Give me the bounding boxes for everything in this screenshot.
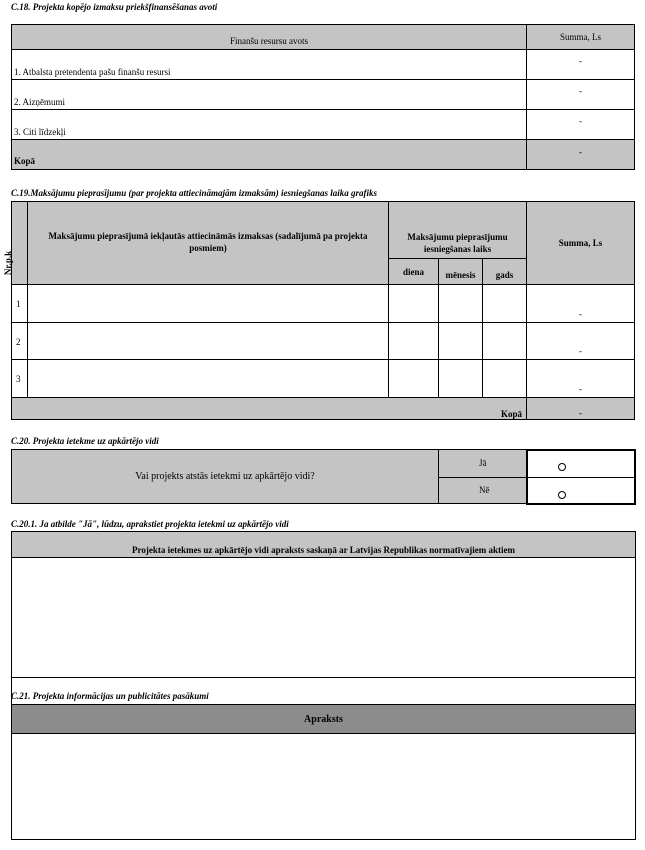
c19-row-nr-cell xyxy=(11,284,28,323)
c21-title: C.21. Projekta informācijas un publicitātes pasākumi xyxy=(11,691,209,701)
c19-header-year: gads xyxy=(482,258,527,285)
c20-answer-divider xyxy=(526,477,636,478)
c18-title: C.18. Projekta kopējo izmaksu priekšfinansēšanas avoti xyxy=(11,2,218,12)
c19-header-day: diena xyxy=(388,258,439,285)
c20-no-label-cell xyxy=(438,477,527,504)
c19-header-nr-label: Nr.p.k xyxy=(3,250,14,276)
c19-total-value: - xyxy=(579,408,582,418)
c201-right-border xyxy=(635,677,636,705)
c19-row-month-cell[interactable] xyxy=(438,322,483,360)
c201-title: C.20.1. Ja atbilde "Jā", lūdzu, aprakstiet projekta ietekmi uz apkārtējo vidi xyxy=(11,519,289,529)
c18-row-label: 2. Aizņēmumi xyxy=(14,97,65,107)
c19-header-costs: Maksājumu pieprasījumā iekļautās attiecināmās izmaksas (sadalījumā pa projekta posmiem) xyxy=(27,201,389,285)
c20-title: C.20. Projekta ietekme uz apkārtējo vidi xyxy=(11,436,159,446)
c19-row-sum-cell[interactable] xyxy=(526,284,635,323)
c19-row-year-cell[interactable] xyxy=(482,359,527,398)
c19-row-sum: - xyxy=(579,309,582,319)
c18-row-label-cell xyxy=(11,79,527,110)
c20-yes-radio[interactable] xyxy=(558,463,566,471)
c18-header-source: Finanšu resursu avots xyxy=(11,24,527,50)
c18-row-value: - xyxy=(579,116,582,126)
c18-row-value-cell[interactable] xyxy=(526,109,635,140)
c19-header-month: mēnesis xyxy=(438,258,483,285)
c20-question: Vai projekts atstās ietekmi uz apkārtējo vidi? xyxy=(11,449,439,504)
c19-row-year-cell[interactable] xyxy=(482,322,527,360)
c19-row-day-cell[interactable] xyxy=(388,284,439,323)
c18-total-label: Kopā xyxy=(14,156,36,166)
c18-row-label: 3. Citi līdzekļi xyxy=(14,127,66,137)
c19-header-nr xyxy=(3,201,28,285)
c201-description-area[interactable] xyxy=(11,557,636,678)
c21-description-area[interactable] xyxy=(11,733,636,840)
c18-total-label-cell xyxy=(11,139,527,170)
c19-row-year-cell[interactable] xyxy=(482,284,527,323)
c18-row-value: - xyxy=(579,56,582,66)
c19-row-costs-cell[interactable] xyxy=(27,322,389,360)
c19-header-sum: Summa, Ls xyxy=(526,201,635,285)
c20-no-radio[interactable] xyxy=(558,491,566,499)
c20-yes-label-cell xyxy=(438,449,527,478)
c19-row-day-cell[interactable] xyxy=(388,322,439,360)
c201-header: Projekta ietekmes uz apkārtējo vidi apraksts saskaņā ar Latvijas Republikas normatīvajiem aktiem xyxy=(11,531,636,558)
c19-row-day-cell[interactable] xyxy=(388,359,439,398)
c19-row-month-cell[interactable] xyxy=(438,284,483,323)
c18-total-value-cell xyxy=(526,139,635,170)
c18-header-sum: Summa, Ls xyxy=(526,24,635,50)
c18-row-label-cell xyxy=(11,49,527,80)
c19-row-nr-cell xyxy=(11,322,28,360)
c21-header: Apraksts xyxy=(11,704,636,734)
c19-row-sum: - xyxy=(579,346,582,356)
c19-total-value-cell xyxy=(526,397,635,420)
c18-row-label: 1. Atbalsta pretendenta pašu finanšu resursi xyxy=(14,67,171,77)
c19-row-costs-cell[interactable] xyxy=(27,284,389,323)
c19-row-nr: 2 xyxy=(16,337,21,347)
c19-row-sum-cell[interactable] xyxy=(526,322,635,360)
c19-row-sum-cell[interactable] xyxy=(526,359,635,398)
c18-row-label-cell xyxy=(11,109,527,140)
c19-row-sum: - xyxy=(579,384,582,394)
c18-total-value: - xyxy=(579,147,582,157)
c19-row-nr: 3 xyxy=(16,374,21,384)
c19-total-label-cell xyxy=(11,397,527,420)
c20-no-label: Nē xyxy=(479,485,490,495)
c18-row-value-cell[interactable] xyxy=(526,49,635,80)
c19-row-nr-cell xyxy=(11,359,28,398)
c20-yes-label: Jā xyxy=(479,458,487,468)
c19-row-month-cell[interactable] xyxy=(438,359,483,398)
c19-row-costs-cell[interactable] xyxy=(27,359,389,398)
c18-row-value-cell[interactable] xyxy=(526,79,635,110)
c18-row-value: - xyxy=(579,86,582,96)
c19-total-label: Kopā xyxy=(500,409,522,419)
c19-header-time: Maksājumu pieprasījumu iesniegšanas laiks xyxy=(388,201,527,259)
c19-title: C.19.Maksājumu pieprasījumu (par projekta attiecināmajām izmaksām) iesniegšanas laika grafiks xyxy=(11,188,378,198)
c19-row-nr: 1 xyxy=(16,299,21,309)
